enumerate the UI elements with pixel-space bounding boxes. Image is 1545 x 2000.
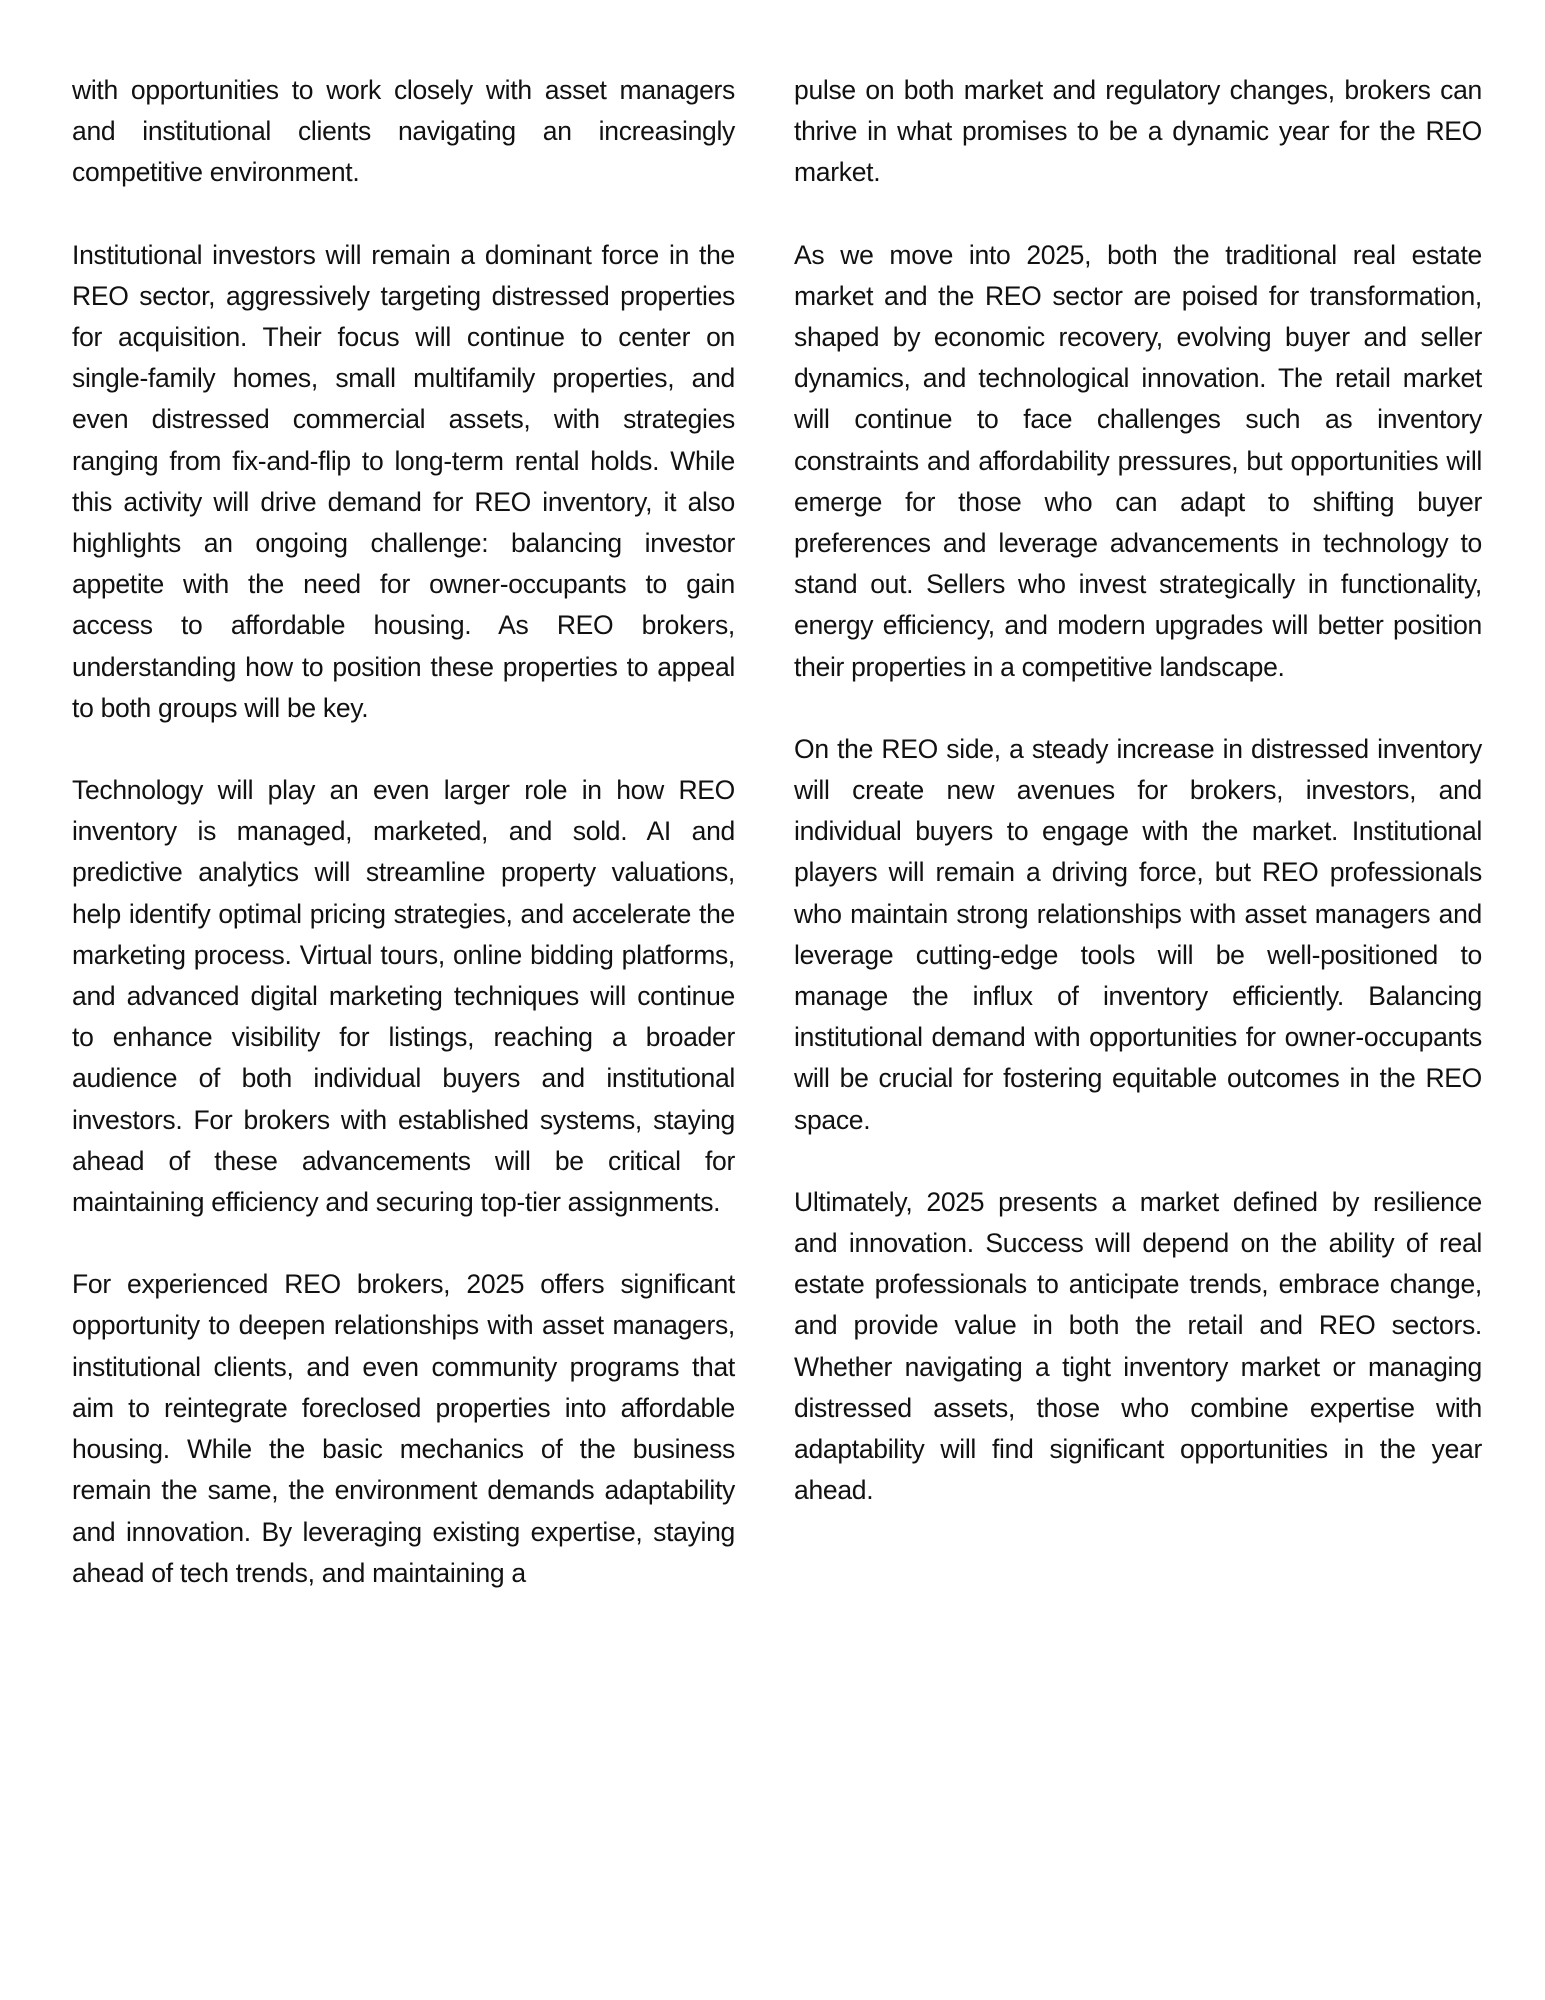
document-page [72, 70, 1482, 1635]
paragraph-institutional-investors: Institutional investors will remain a dominant force in the REO sector, aggressively targeting distressed properties for acquisition. Their focus will continue to center on single-family homes, small multifamily properties, and even distressed commercial assets, with strategies ranging from fix-and-flip to long-term rental holds. While this activity will drive demand for REO inventory, it also highlights an ongoing challenge: balancing investor appetite with the need for owner-occupants to gain access to affordable housing. As REO brokers, understanding how to position these properties to appeal to both groups will be key. [72, 239, 735, 723]
left-column [72, 70, 735, 1635]
paragraph-reo-side: On the REO side, a steady increase in distressed inventory will create new avenues for brokers, investors, and individual buyers to engage with the market. Institutional players will remain a driving force, but REO professionals who maintain strong relationships with asset managers and leverage cutting-edge tools will be well-positioned to manage the influx of inventory efficiently. Balancing institutional demand with opportunities for owner-occupants will be crucial for fostering equitable outcomes in the REO space. [794, 733, 1482, 1135]
paragraph-continuation: with opportunities to work closely with asset managers and institutional clients navigating an increasingly competitive environment. [72, 75, 735, 188]
paragraph-experienced-brokers: For experienced REO brokers, 2025 offers significant opportunity to deepen relationships with asset managers, institutional clients, and even community programs that aim to reintegrate foreclosed properties into affordable housing. While the basic mechanics of the business remain the same, the environment demands adaptability and innovation. By leveraging existing expertise, staying ahead of tech trends, and maintaining a [72, 1269, 735, 1588]
paragraph-2025-outlook: As we move into 2025, both the traditional real estate market and the REO sector are poised for transformation, shaped by economic recovery, evolving buyer and seller dynamics, and technological innovation. The retail market will continue to face challenges such as inventory constraints and affordability pressures, but opportunities will emerge for those who can adapt to shifting buyer preferences and leverage advancements in technology to stand out. Sellers who invest strategically in functionality, energy efficiency, and modern upgrades will better position their properties in a competitive landscape. [794, 239, 1482, 682]
paragraph-conclusion: Ultimately, 2025 presents a market defined by resilience and innovation. Success will depend on the ability of real estate professionals to anticipate trends, embrace change, and provide value in both the retail and REO sectors. Whether navigating a tight inventory market or managing distressed assets, those who combine expertise with adaptability will find significant opportunities in the year ahead. [794, 1186, 1482, 1506]
paragraph-pulse-continuation: pulse on both market and regulatory changes, brokers can thrive in what promises to be a dynamic year for the REO market. [794, 75, 1482, 188]
right-column [794, 70, 1482, 1635]
paragraph-technology: Technology will play an even larger role in how REO inventory is managed, marketed, and sold. AI and predictive analytics will streamline property valuations, help identify optimal pricing strategies, and accelerate the marketing process. Virtual tours, online bidding platforms, and advanced digital marketing techniques will continue to enhance visibility for listings, reaching a broader audience of both individual buyers and institutional investors. For brokers with established systems, staying ahead of these advancements will be critical for maintaining efficiency and securing top-tier assignments. [72, 775, 735, 1218]
